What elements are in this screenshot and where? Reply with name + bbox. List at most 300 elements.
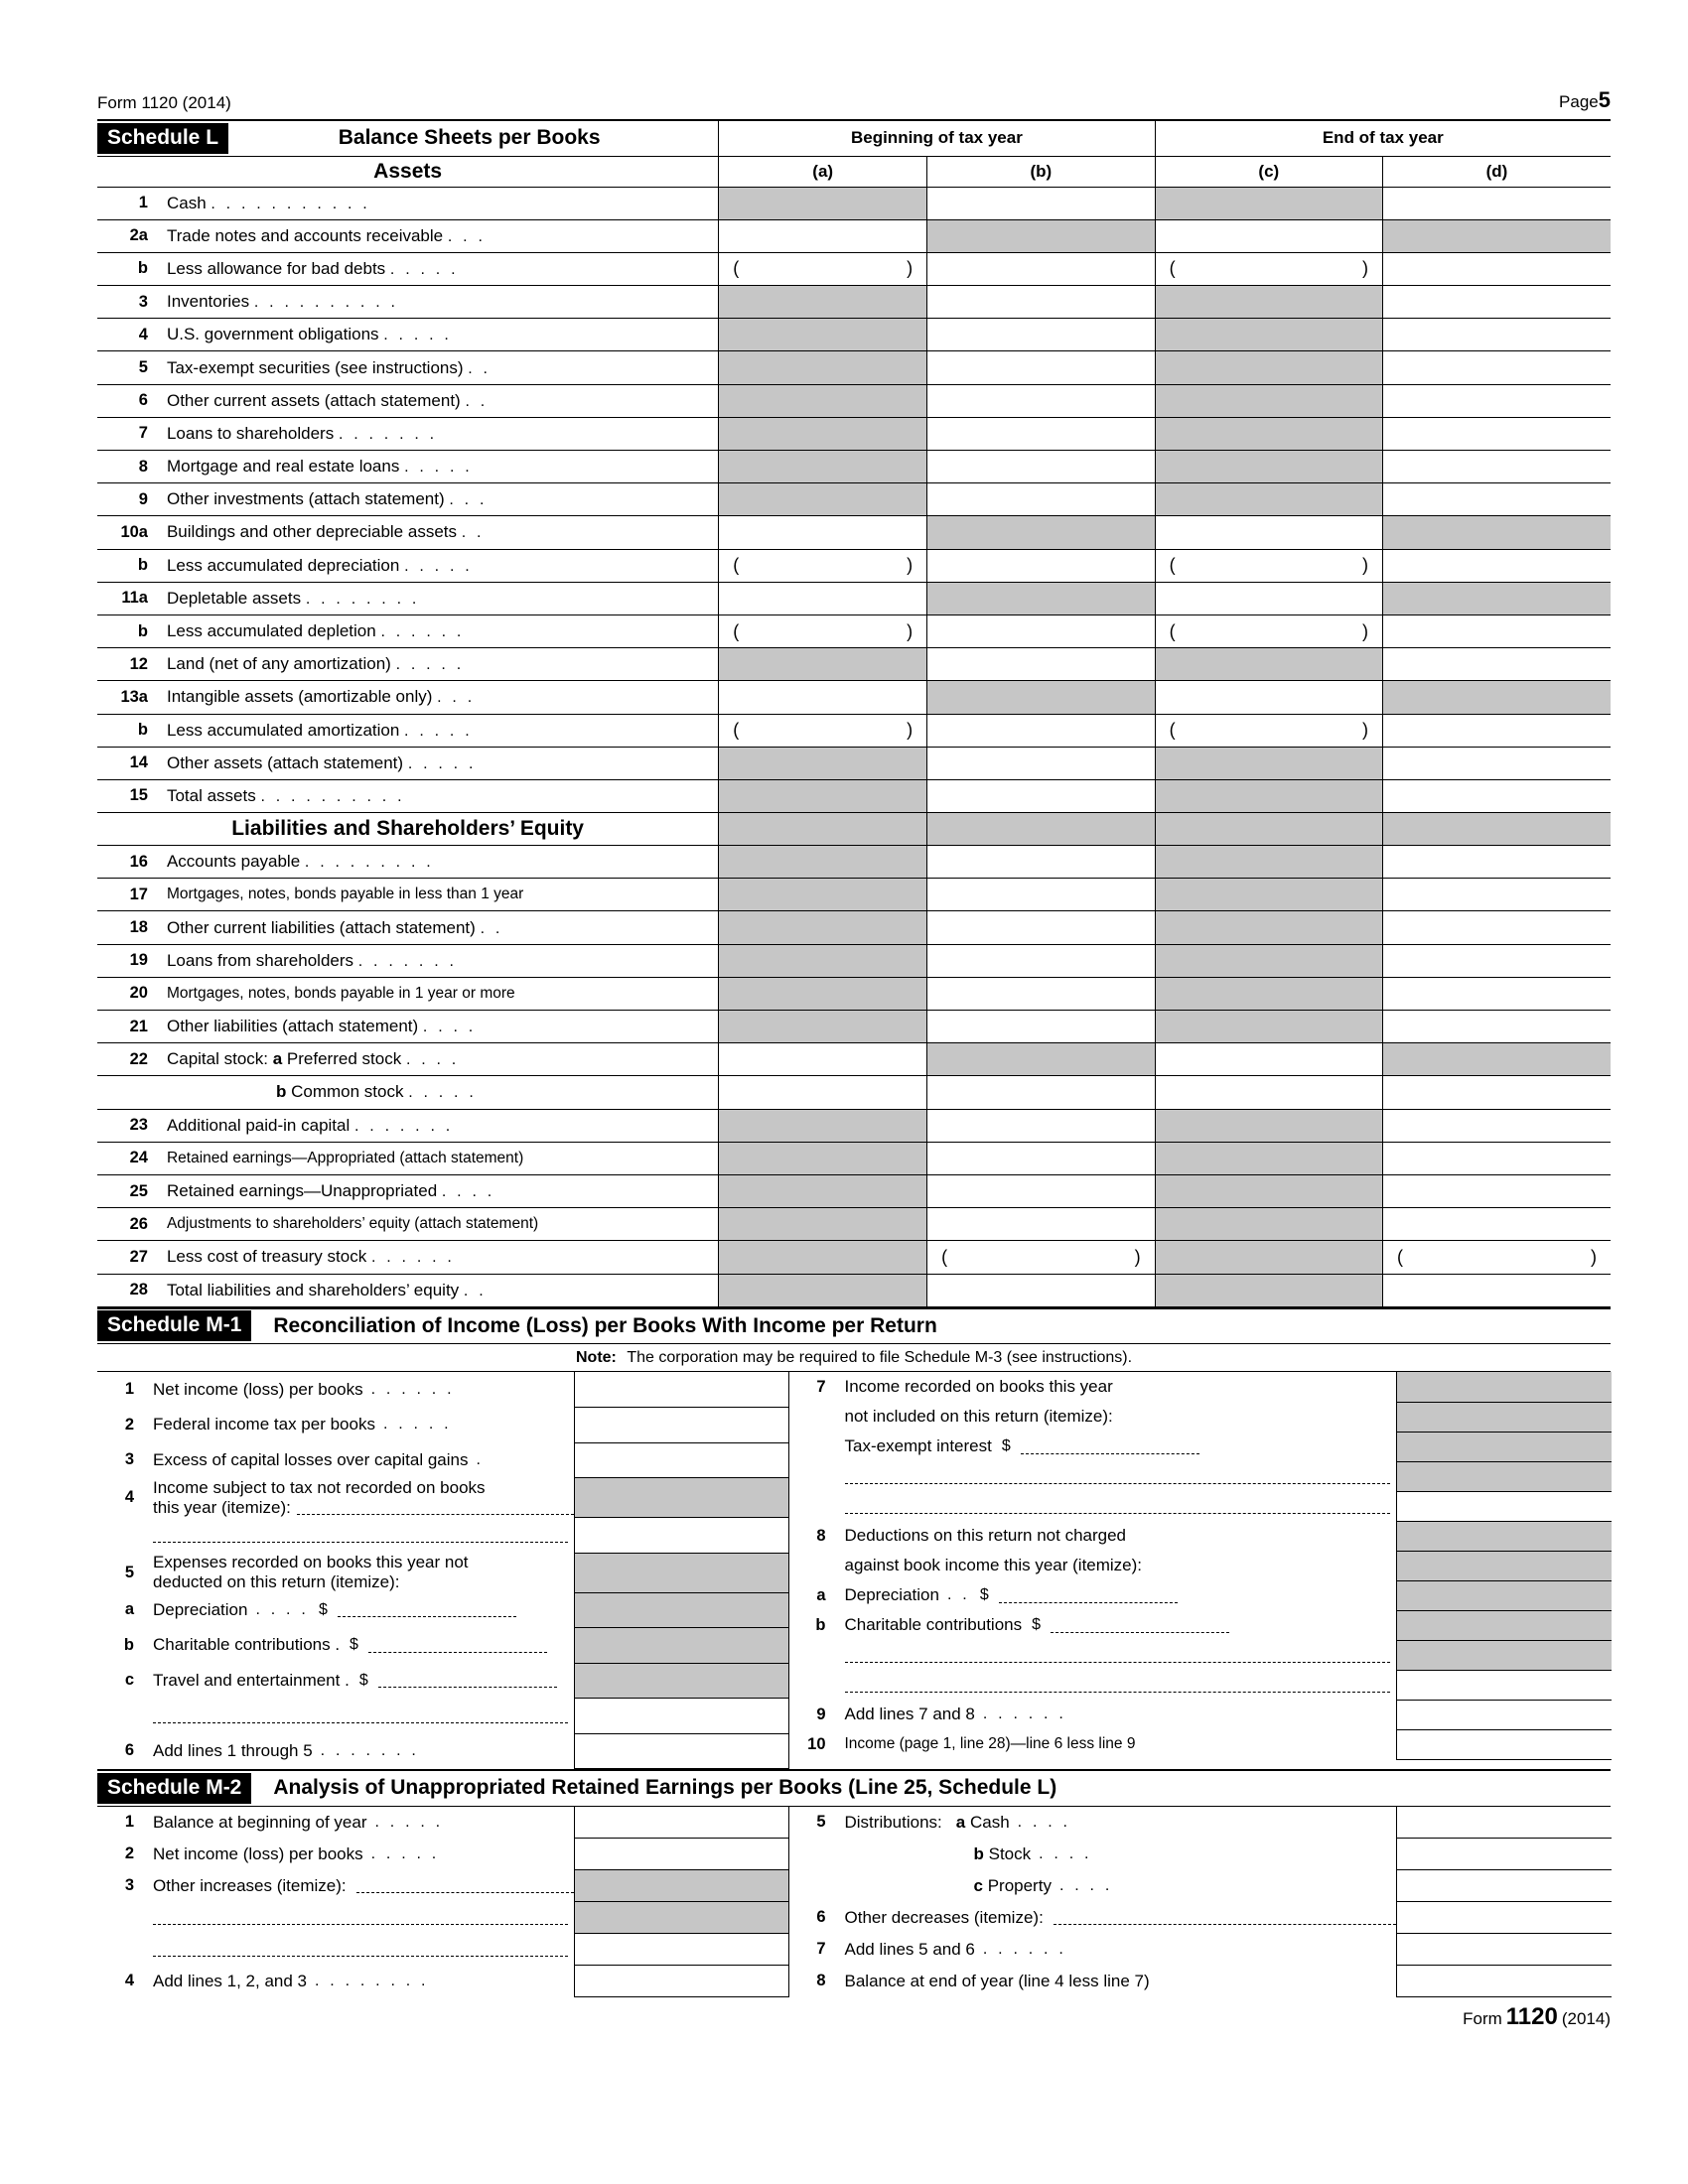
asset-field-a[interactable] (719, 614, 927, 647)
m2-right-rows (789, 1807, 1612, 1997)
asset-field-c[interactable] (1155, 614, 1382, 647)
table-row (97, 1966, 788, 1997)
asset-field-d[interactable] (1383, 549, 1611, 582)
m1-right-line-label: Depreciation . . $ (835, 1580, 1397, 1610)
assets-rows (97, 187, 1611, 813)
write-in-rule[interactable] (356, 1878, 574, 1893)
table-row (97, 614, 1611, 647)
liability-field-d[interactable] (1383, 1208, 1611, 1241)
asset-field-d[interactable] (1383, 779, 1611, 812)
m2-left-amount-field[interactable] (574, 1934, 788, 1966)
asset-field-d[interactable] (1383, 286, 1611, 319)
asset-field-d[interactable] (1383, 417, 1611, 450)
m1-right-amount-field (1397, 1372, 1612, 1402)
paren-close: ) (907, 620, 914, 641)
asset-line-label: Less allowance for bad debts . . . . . (157, 252, 719, 285)
asset-line-number: 5 (97, 351, 157, 384)
table-row (97, 286, 1611, 319)
asset-field-b[interactable] (927, 779, 1155, 812)
schedule-m1-band (97, 1308, 1611, 1344)
asset-line-label: Other investments (attach statement) . . . (157, 483, 719, 516)
m2-right-amount-field[interactable] (1397, 1807, 1612, 1839)
asset-field-b[interactable] (927, 319, 1155, 351)
schedule-m2-tag: Schedule M-2 (97, 1773, 251, 1804)
m2-left-amount-field[interactable] (574, 1839, 788, 1870)
table-row (97, 351, 1611, 384)
m2-right-line-number: 5 (816, 1813, 826, 1832)
asset-field-b[interactable] (927, 614, 1155, 647)
asset-field-b[interactable] (927, 747, 1155, 779)
liability-line-label: Additional paid-in capital . . . . . . . (157, 1109, 719, 1142)
m1-left-line-number: 6 (124, 1741, 134, 1760)
leader-dots: . . . . . . . . . . . (211, 195, 370, 212)
m1-right-amount-field[interactable] (1397, 1491, 1612, 1521)
liability-field-c (1155, 1274, 1382, 1306)
leader-dots: . . . . (1058, 1876, 1113, 1894)
liability-line-number: 26 (97, 1208, 157, 1241)
m1-right-line-label: Income recorded on books this year (844, 1377, 1113, 1397)
liability-line-number (97, 1076, 157, 1109)
liability-field-d[interactable] (1383, 879, 1611, 911)
asset-field-d[interactable] (1383, 187, 1611, 219)
table-row (789, 1640, 1612, 1670)
m1-right-line-label: Deductions on this return not charged (844, 1526, 1127, 1546)
m1-right-line-label (835, 1640, 1397, 1670)
m2-right-line-number: 6 (816, 1908, 826, 1927)
liability-field-d[interactable] (1383, 1011, 1611, 1043)
asset-line-number: 12 (97, 648, 157, 681)
asset-field-d[interactable] (1383, 384, 1611, 417)
asset-line-label: Other current assets (attach statement) . . (157, 384, 719, 417)
table-row (97, 1011, 1611, 1043)
paren-close: ) (1362, 258, 1369, 279)
leader-dots: . . . . . (407, 754, 477, 772)
asset-line-number: 15 (97, 779, 157, 812)
asset-field-b[interactable] (927, 714, 1155, 747)
m1-right-amount-field[interactable] (1397, 1670, 1612, 1700)
liability-field-d[interactable] (1383, 1142, 1611, 1174)
write-in-rule[interactable] (368, 1638, 547, 1653)
liability-field-a (719, 1241, 927, 1274)
m1-left-line-label: Charitable contributions . $ (143, 1628, 574, 1664)
table-row (97, 319, 1611, 351)
m1-left-line-number: a (124, 1600, 134, 1619)
table-row (789, 1670, 1612, 1700)
paren-close: ) (1362, 620, 1369, 641)
schedule-l-table (97, 119, 1611, 1307)
liab-title-cell-b (927, 813, 1155, 846)
m2-left-table (97, 1807, 788, 1998)
paren-open: ( (941, 1246, 948, 1267)
col-d-header: (d) (1383, 156, 1611, 187)
table-row (97, 911, 1611, 944)
liability-field-b[interactable] (927, 1208, 1155, 1241)
liability-field-c (1155, 1142, 1382, 1174)
liability-field-b[interactable] (927, 879, 1155, 911)
liability-field-b[interactable] (927, 977, 1155, 1010)
m1-right-line-label (835, 1461, 1397, 1491)
asset-line-label: Tax-exempt securities (see instructions) . . (157, 351, 719, 384)
asset-field-c[interactable] (1155, 582, 1382, 614)
asset-field-d[interactable] (1383, 483, 1611, 516)
asset-field-d[interactable] (1383, 747, 1611, 779)
asset-field-d[interactable] (1383, 319, 1611, 351)
leader-dots: . . . . . . (380, 623, 465, 641)
asset-field-a[interactable] (719, 252, 927, 285)
write-in-rule[interactable] (845, 1648, 1391, 1663)
asset-field-a (719, 648, 927, 681)
m1-right-line-label: not included on this return (itemize): (844, 1407, 1113, 1427)
asset-field-d[interactable] (1383, 252, 1611, 285)
asset-field-a[interactable] (719, 582, 927, 614)
footer-form-number: 1120 (1505, 2003, 1558, 2031)
table-row (789, 1551, 1612, 1580)
leader-dots: . . . . . (383, 327, 453, 344)
write-in-rule[interactable] (845, 1469, 1391, 1484)
write-in-rule[interactable] (153, 1942, 568, 1957)
liab-title-cell-d (1383, 813, 1611, 846)
liability-field-a (719, 944, 927, 977)
liability-field-d[interactable] (1383, 1076, 1611, 1109)
table-row (97, 747, 1611, 779)
footer-form-word: Form (1463, 2009, 1502, 2029)
write-in-rule[interactable] (1051, 1618, 1229, 1633)
m1-right-line-number (789, 1640, 835, 1670)
asset-field-c (1155, 187, 1382, 219)
m1-left-line-number: 1 (124, 1380, 134, 1399)
liability-field-a[interactable] (719, 1043, 927, 1076)
liability-field-b[interactable] (927, 1011, 1155, 1043)
write-in-rule[interactable] (153, 1910, 568, 1925)
asset-field-b[interactable] (927, 384, 1155, 417)
asset-field-d[interactable] (1383, 351, 1611, 384)
table-row (789, 1432, 1612, 1461)
paren-close: ) (907, 258, 914, 279)
liability-field-a (719, 846, 927, 879)
liability-field-b[interactable] (927, 1142, 1155, 1174)
m1-left-line-label: Expenses recorded on books this year not deducted on this return (itemize): (153, 1553, 469, 1592)
liability-line-number: 19 (97, 944, 157, 977)
m2-right-line-label: Distributions: a Cash . . . . (844, 1812, 1071, 1832)
asset-field-d[interactable] (1383, 714, 1611, 747)
asset-line-number: b (97, 714, 157, 747)
asset-field-c (1155, 351, 1382, 384)
asset-line-number: 10a (97, 516, 157, 549)
table-row (97, 219, 1611, 252)
liability-field-c (1155, 879, 1382, 911)
write-in-rule[interactable] (845, 1499, 1391, 1514)
asset-field-a[interactable] (719, 681, 927, 714)
asset-field-d[interactable] (1383, 648, 1611, 681)
liability-line-label: Retained earnings—Appropriated (attach statement) (157, 1142, 719, 1174)
liability-field-d[interactable] (1383, 977, 1611, 1010)
table-row (97, 451, 1611, 483)
table-row (97, 1839, 788, 1870)
asset-field-c[interactable] (1155, 681, 1382, 714)
m1-left-line-label: Excess of capital losses over capital gains . (153, 1449, 485, 1469)
m1-left-line-number: 5 (124, 1563, 134, 1581)
write-in-rule[interactable] (1054, 1910, 1396, 1925)
table-row (97, 549, 1611, 582)
m1-left-line-label: Add lines 1 through 5 . . . . . . . (153, 1740, 420, 1760)
m1-left-amount-field[interactable] (574, 1699, 788, 1734)
asset-field-a (719, 483, 927, 516)
table-row (97, 516, 1611, 549)
schedule-m2-table (97, 1769, 1611, 1997)
asset-field-b[interactable] (927, 648, 1155, 681)
asset-field-c[interactable] (1155, 219, 1382, 252)
table-row (97, 977, 1611, 1010)
m1-left-line-number: c (124, 1671, 134, 1690)
asset-line-label: Less accumulated amortization . . . . . (157, 714, 719, 747)
asset-field-a[interactable] (719, 714, 927, 747)
asset-line-number: b (97, 614, 157, 647)
liability-field-b[interactable] (927, 1274, 1155, 1306)
asset-line-number: 1 (97, 187, 157, 219)
leader-dots: . . . . . . . (320, 1741, 420, 1759)
asset-line-label: Depletable assets . . . . . . . . (157, 582, 719, 614)
table-row (789, 1807, 1612, 1839)
m1-right-amount-field[interactable] (1397, 1700, 1612, 1729)
liability-field-d (1383, 1043, 1611, 1076)
m1-right-line-number (789, 1461, 835, 1491)
table-row (97, 1902, 788, 1934)
liability-line-number: 21 (97, 1011, 157, 1043)
asset-field-d[interactable] (1383, 614, 1611, 647)
paren-open: ( (1397, 1246, 1404, 1267)
form-label: Form 1120 (2014) (97, 93, 231, 112)
asset-field-b[interactable] (927, 417, 1155, 450)
table-row (97, 1518, 788, 1554)
m1-right-line-number (789, 1551, 835, 1580)
table-row (97, 252, 1611, 285)
leader-dots: . . . . . (404, 722, 473, 740)
paren-close: ) (1362, 555, 1369, 576)
liab-title-cell-a (719, 813, 927, 846)
schedule-m1-tag: Schedule M-1 (97, 1310, 251, 1341)
leader-dots: . . . . (441, 1183, 495, 1201)
leader-dots: . . . . . . (982, 1706, 1066, 1723)
asset-field-a (719, 351, 927, 384)
m1-left-amount-field[interactable] (574, 1733, 788, 1769)
m2-left-line-label: Balance at beginning of year . . . . . (153, 1812, 444, 1832)
asset-field-c[interactable] (1155, 252, 1382, 285)
liability-field-a (719, 1109, 927, 1142)
table-row (97, 1807, 788, 1839)
asset-field-b[interactable] (927, 286, 1155, 319)
m2-left-line-number: 4 (124, 1972, 134, 1990)
asset-field-d (1383, 582, 1611, 614)
m2-right-amount-field[interactable] (1397, 1870, 1612, 1902)
paren-close: ) (1362, 720, 1369, 741)
write-in-rule[interactable] (153, 1708, 568, 1723)
table-row (789, 1839, 1612, 1870)
asset-field-b[interactable] (927, 451, 1155, 483)
asset-field-a[interactable] (719, 549, 927, 582)
m1-right-line-number (789, 1670, 835, 1700)
m1-right-amount-field (1397, 1640, 1612, 1670)
liability-line-label: Less cost of treasury stock . . . . . . (157, 1241, 719, 1274)
m1-right-table (789, 1372, 1612, 1760)
paren-close: ) (907, 555, 914, 576)
leader-dots: . . . . . (374, 1813, 444, 1831)
liability-field-d[interactable] (1383, 1109, 1611, 1142)
m1-left-amount-field[interactable] (574, 1408, 788, 1443)
liability-field-b[interactable] (927, 1076, 1155, 1109)
liability-field-b[interactable] (927, 944, 1155, 977)
asset-field-b[interactable] (927, 351, 1155, 384)
m2-left-line-number (97, 1902, 143, 1934)
table-row (97, 582, 1611, 614)
asset-field-b (927, 681, 1155, 714)
asset-line-label: U.S. government obligations . . . . . (157, 319, 719, 351)
leader-dots: . . (480, 919, 503, 937)
liability-field-d[interactable] (1383, 846, 1611, 879)
asset-field-d[interactable] (1383, 451, 1611, 483)
liability-field-b[interactable] (927, 1109, 1155, 1142)
table-row (97, 1442, 788, 1478)
liability-field-a (719, 1174, 927, 1207)
leader-dots: . (476, 1450, 485, 1468)
m1-left-amount-field (574, 1663, 788, 1699)
schedule-l-band (97, 120, 719, 156)
m2-right-line-label: Other decreases (itemize): (835, 1902, 1397, 1934)
liability-field-d[interactable] (1383, 1274, 1611, 1306)
asset-line-number: 13a (97, 681, 157, 714)
asset-line-label: Loans to shareholders . . . . . . . (157, 417, 719, 450)
write-in-rule[interactable] (378, 1673, 557, 1688)
liability-field-b[interactable] (927, 1241, 1155, 1274)
dollar-sign: $ (358, 1671, 368, 1689)
table-row (97, 1174, 1611, 1207)
write-in-rule[interactable] (153, 1528, 568, 1543)
m2-right-amount-field[interactable] (1397, 1902, 1612, 1934)
asset-line-label: Less accumulated depreciation . . . . . (157, 549, 719, 582)
m2-left-line-label (143, 1902, 574, 1934)
liability-line-label: Adjustments to shareholders’ equity (attach statement) (157, 1208, 719, 1241)
write-in-rule[interactable] (338, 1602, 516, 1617)
asset-field-c (1155, 648, 1382, 681)
write-in-rule[interactable] (845, 1678, 1391, 1693)
asset-line-number: 6 (97, 384, 157, 417)
liability-field-b[interactable] (927, 846, 1155, 879)
liability-field-d[interactable] (1383, 1241, 1611, 1274)
m2-right-table (789, 1807, 1612, 1998)
asset-field-a[interactable] (719, 516, 927, 549)
note-label: Note: (576, 1348, 617, 1366)
asset-field-b[interactable] (927, 549, 1155, 582)
liability-field-a[interactable] (719, 1076, 927, 1109)
m2-right-amount-field[interactable] (1397, 1839, 1612, 1870)
liability-field-d[interactable] (1383, 911, 1611, 944)
write-in-rule[interactable] (297, 1500, 574, 1515)
table-row (789, 1870, 1612, 1902)
dollar-sign: $ (979, 1586, 989, 1604)
leader-dots: . . (946, 1586, 970, 1604)
liability-line-label: Other liabilities (attach statement) . . . . (157, 1011, 719, 1043)
leader-dots: . . (468, 359, 492, 377)
asset-field-a[interactable] (719, 219, 927, 252)
paren-open: ( (733, 555, 740, 576)
m2-right-amount-field[interactable] (1397, 1934, 1612, 1966)
liability-field-d[interactable] (1383, 1174, 1611, 1207)
liability-line-label: Total liabilities and shareholders’ equity . . (157, 1274, 719, 1306)
asset-field-c[interactable] (1155, 549, 1382, 582)
asset-line-label: Less accumulated depletion . . . . . . (157, 614, 719, 647)
liability-field-c (1155, 944, 1382, 977)
asset-line-label: Inventories . . . . . . . . . . (157, 286, 719, 319)
m1-left-amount-field[interactable] (574, 1372, 788, 1408)
schedule-m2-title: Analysis of Unappropriated Retained Earnings per Books (Line 25, Schedule L) (273, 1776, 1057, 1800)
m2-right-amount-field[interactable] (1397, 1966, 1612, 1997)
liability-field-b[interactable] (927, 911, 1155, 944)
page-word: Page (1559, 92, 1599, 111)
asset-field-a (719, 451, 927, 483)
paren-close: ) (907, 720, 914, 741)
table-row (97, 681, 1611, 714)
asset-field-b (927, 219, 1155, 252)
m1-right-line-number (789, 1491, 835, 1521)
liability-field-a (719, 1011, 927, 1043)
m1-left-amount-field[interactable] (574, 1518, 788, 1554)
m1-right-line-label: against book income this year (itemize): (844, 1556, 1143, 1575)
m2-left-line-number: 1 (124, 1813, 134, 1832)
table-row (97, 1663, 788, 1699)
write-in-rule[interactable] (1021, 1439, 1199, 1454)
m1-right-line-number: a (816, 1585, 826, 1604)
asset-field-c[interactable] (1155, 714, 1382, 747)
liability-field-c[interactable] (1155, 1043, 1382, 1076)
table-row (789, 1966, 1612, 1997)
leader-dots: . . . (447, 227, 487, 245)
asset-field-c[interactable] (1155, 516, 1382, 549)
asset-field-c (1155, 779, 1382, 812)
paren-close: ) (1134, 1246, 1141, 1267)
asset-field-a (719, 747, 927, 779)
leader-dots: . . . . . . . (338, 425, 438, 443)
m1-right-line-label: Charitable contributions $ (835, 1610, 1397, 1640)
m2-left-amount-field (574, 1870, 788, 1902)
m1-right-amount-field[interactable] (1397, 1729, 1612, 1759)
m1-left-amount-field[interactable] (574, 1442, 788, 1478)
m2-left-amount-field[interactable] (574, 1966, 788, 1997)
asset-field-b[interactable] (927, 483, 1155, 516)
liability-field-b[interactable] (927, 1174, 1155, 1207)
liability-field-d[interactable] (1383, 944, 1611, 977)
col-b-header: (b) (927, 156, 1155, 187)
liability-field-c[interactable] (1155, 1076, 1382, 1109)
table-row (97, 846, 1611, 879)
asset-field-b[interactable] (927, 252, 1155, 285)
table-row (789, 1461, 1612, 1491)
write-in-rule[interactable] (999, 1588, 1178, 1603)
m1-left-amount-field (574, 1628, 788, 1664)
leader-dots: . . . . (405, 1051, 460, 1069)
col-group-beginning: Beginning of tax year (719, 120, 1155, 156)
m1-right-line-number: 7 (816, 1377, 826, 1396)
m1-left-amount-field (574, 1478, 788, 1518)
liability-line-number: 16 (97, 846, 157, 879)
asset-field-b[interactable] (927, 187, 1155, 219)
m1-left-line-number: 2 (124, 1415, 134, 1433)
asset-line-number: 2a (97, 219, 157, 252)
asset-field-c (1155, 747, 1382, 779)
table-row (97, 1592, 788, 1628)
m1-right-line-number: 8 (816, 1526, 826, 1545)
m2-left-line-label: Net income (loss) per books . . . . . (153, 1843, 440, 1863)
liability-field-c (1155, 1241, 1382, 1274)
m2-left-amount-field[interactable] (574, 1807, 788, 1839)
